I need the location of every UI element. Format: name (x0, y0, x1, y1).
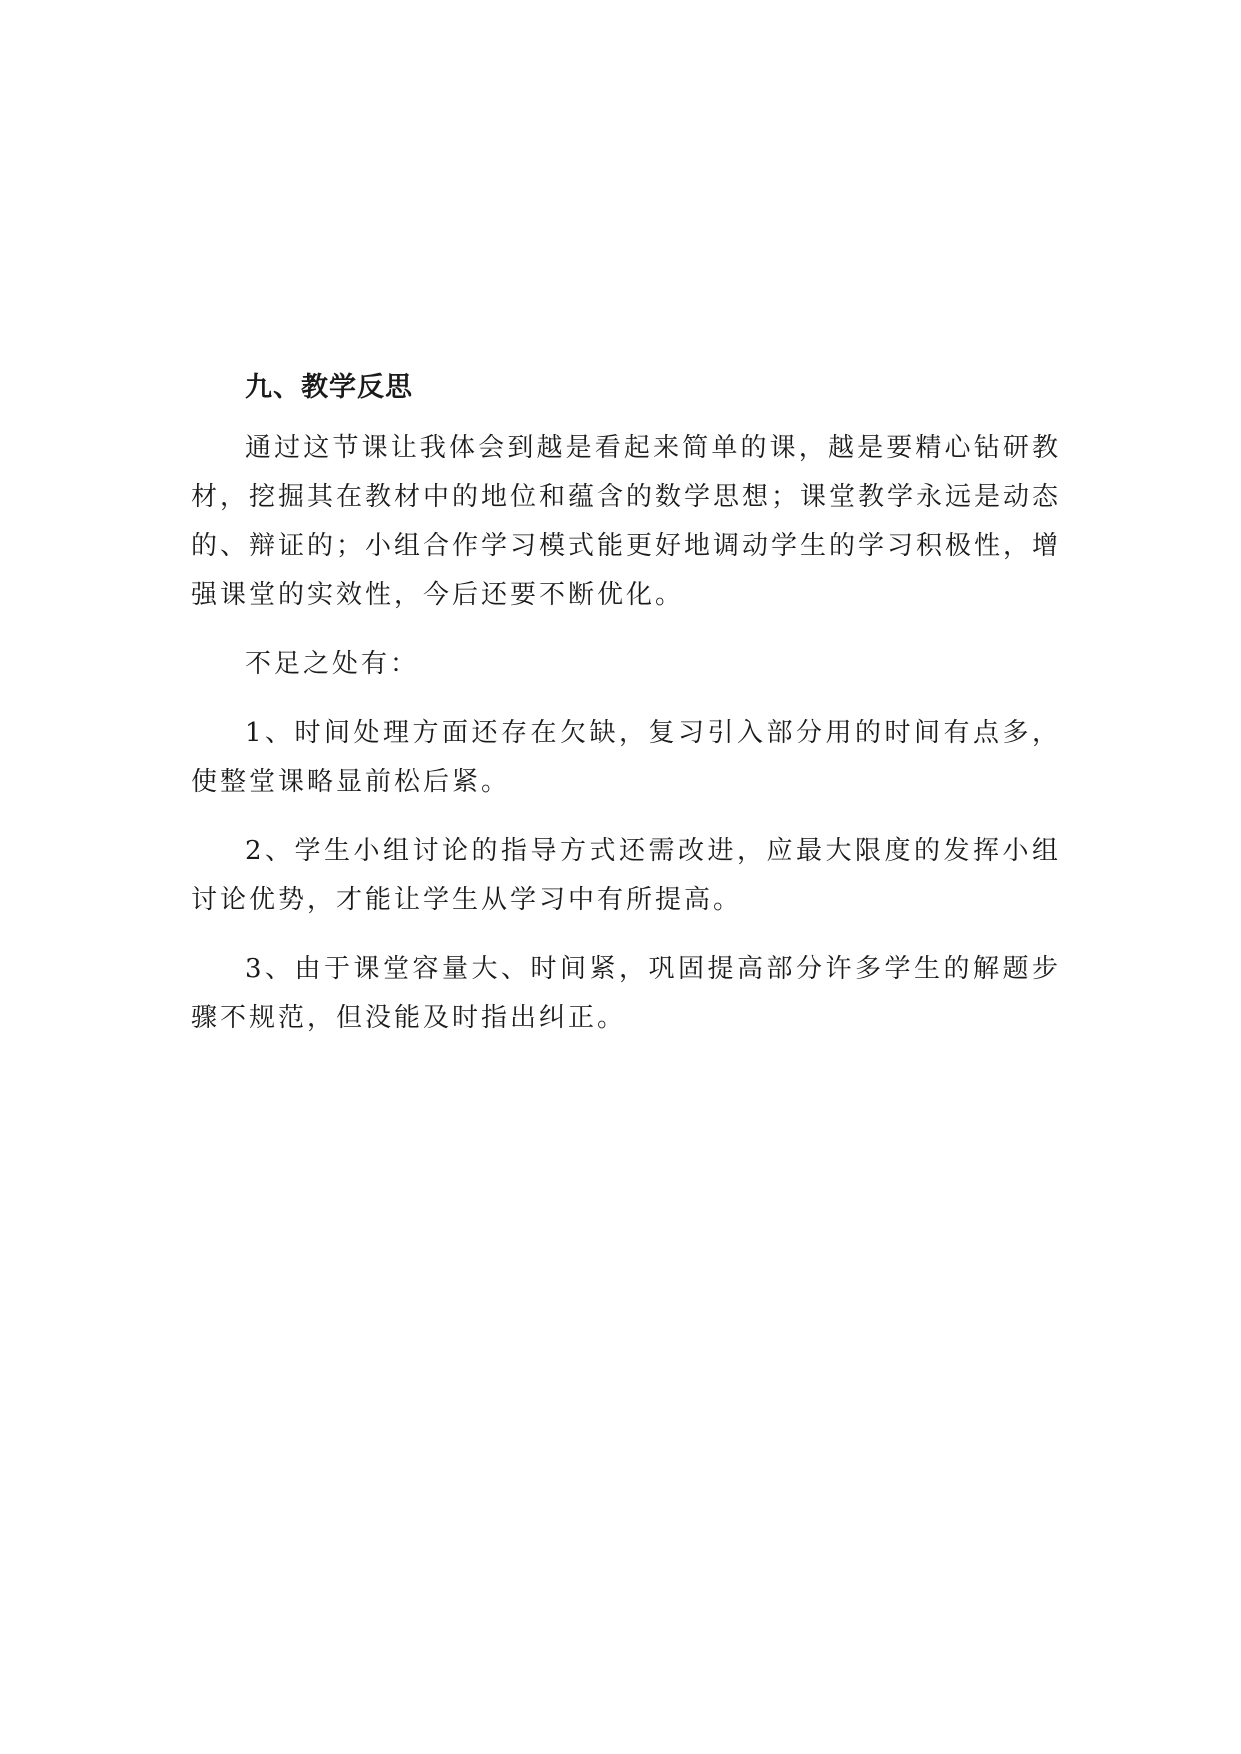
section-heading: 九、教学反思 (245, 372, 413, 403)
shortcoming-item-3: 3、由于课堂容量大、时间紧，巩固提高部分许多学生的解题步骤不规范，但没能及时指出纠正。 (191, 954, 1061, 1033)
reflection-paragraph: 通过这节课让我体会到越是看起来简单的课，越是要精心钻研教材，挖掘其在教材中的地位和蕴含的数学思想；课堂教学永远是动态的、辩证的；小组合作学习模式能更好地调动学生的学习积极性，增强课堂的实效性，今后还要不断优化。 (191, 433, 1062, 610)
document-content (191, 370, 1061, 1063)
shortcoming-item-2: 2、学生小组讨论的指导方式还需改进，应最大限度的发挥小组讨论优势，才能让学生从学习中有所提高。 (191, 836, 1061, 915)
shortcomings-intro: 不足之处有： (245, 649, 420, 679)
shortcoming-item-1: 1、时间处理方面还存在欠缺，复习引入部分用的时间有点多，使整堂课略显前松后紧。 (191, 718, 1061, 797)
